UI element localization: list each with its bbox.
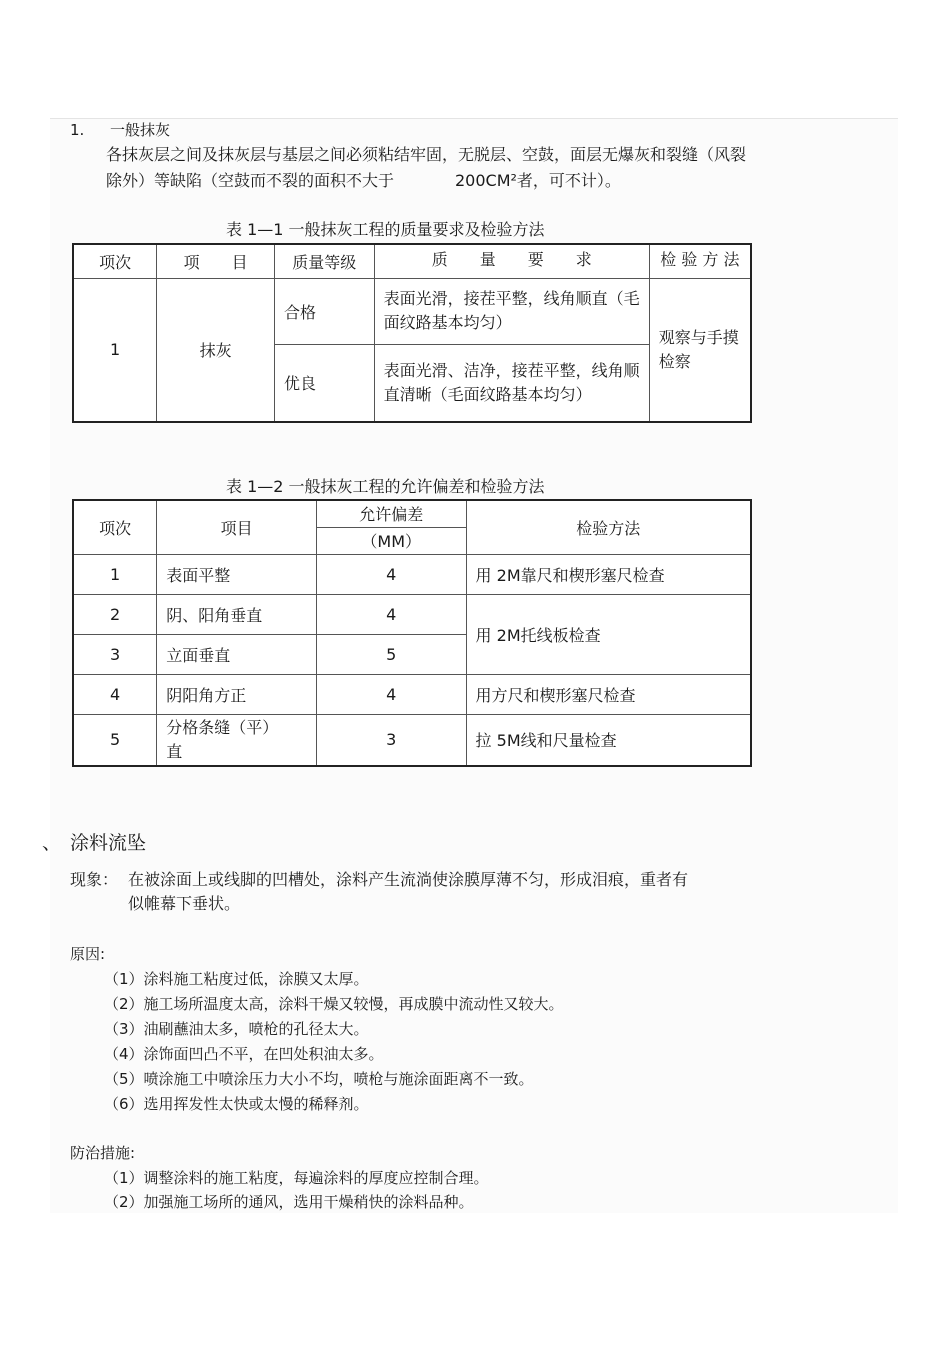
table-cell: 阴、阳角垂直 xyxy=(157,594,317,634)
header-cell: 项次 xyxy=(73,500,157,554)
table-cell: 5 xyxy=(73,714,157,766)
list-item: （1）调整涂料的施工粘度，每遍涂料的厚度应控制合理。 xyxy=(104,1169,489,1187)
table-caption: 表 1—1 一般抹灰工程的质量要求及检验方法 xyxy=(226,220,545,239)
list-item: （2）加强施工场所的通风，选用干燥稍快的涂料品种。 xyxy=(104,1193,474,1211)
list-item: （2）施工场所温度太高，涂料干燥又较慢，再成膜中流动性又较大。 xyxy=(104,995,564,1013)
table-cell: 表面光滑、洁净，接茬平整，线角顺直清晰（毛面纹路基本均匀） xyxy=(374,344,649,422)
section-prefix: 、 xyxy=(42,832,62,854)
quality-requirements-table xyxy=(72,243,752,423)
table-cell: 立面垂直 xyxy=(157,634,317,674)
section-number: 1. xyxy=(70,121,85,139)
table-cell: 用 2M托线板检查 xyxy=(466,594,751,674)
measures-label: 防治措施: xyxy=(70,1144,136,1162)
table-cell: 3 xyxy=(316,714,466,766)
section-title: 涂料流坠 xyxy=(70,832,147,854)
table-cell: 1 xyxy=(73,554,157,594)
table-row xyxy=(73,674,751,714)
table-row xyxy=(73,714,751,766)
paragraph-line: 在被涂面上或线脚的凹槽处，涂料产生流淌使涂膜厚薄不匀，形成泪痕，重者有 xyxy=(128,870,689,889)
tolerance-table xyxy=(72,499,752,767)
table-cell: 4 xyxy=(316,594,466,634)
table-cell: 观察与手摸检察 xyxy=(649,278,751,422)
table-row xyxy=(73,554,751,594)
table-cell: 表面光滑，接茬平整，线角顺直（毛面纹路基本均匀） xyxy=(374,278,649,344)
paragraph-line: 200CM²者，可不计）。 xyxy=(455,171,621,190)
table-cell: 抹灰 xyxy=(157,278,275,422)
phenomenon-label: 现象： xyxy=(70,870,119,889)
table-cell: 3 xyxy=(73,634,157,674)
causes-label: 原因: xyxy=(70,945,106,963)
table-cell: 5 xyxy=(316,634,466,674)
table-cell: 优良 xyxy=(274,344,374,422)
table-cell: 拉 5M线和尺量检查 xyxy=(466,714,751,766)
table-cell: 用方尺和楔形塞尺检查 xyxy=(466,674,751,714)
header-cell: 质 量 要 求 xyxy=(374,244,649,278)
header-cell: 项目 xyxy=(157,500,317,554)
section-title: 一般抹灰 xyxy=(110,121,171,139)
table-row xyxy=(73,594,751,634)
table-cell: 阴阳角方正 xyxy=(157,674,317,714)
table-cell: 4 xyxy=(316,674,466,714)
header-cell: （MM） xyxy=(316,527,466,554)
header-cell: 检验方法 xyxy=(466,500,751,554)
table-cell: 4 xyxy=(316,554,466,594)
paragraph-line: 各抹灰层之间及抹灰层与基层之间必须粘结牢固，无脱层、空鼓，面层无爆灰和裂缝（风裂 xyxy=(106,145,747,164)
table-caption: 表 1—2 一般抹灰工程的允许偏差和检验方法 xyxy=(226,477,545,496)
paragraph-line: 除外）等缺陷（空鼓而不裂的面积不大于 xyxy=(106,171,395,190)
table-cell: 合格 xyxy=(274,278,374,344)
list-item: （6）选用挥发性太快或太慢的稀释剂。 xyxy=(104,1095,369,1113)
table-cell: 1 xyxy=(73,278,157,422)
header-cell: 检 验 方 法 xyxy=(649,244,751,278)
header-cell: 项 目 xyxy=(157,244,275,278)
table-cell: 用 2M靠尺和楔形塞尺检查 xyxy=(466,554,751,594)
table-cell: 4 xyxy=(73,674,157,714)
header-cell: 项次 xyxy=(73,244,157,278)
list-item: （5）喷涂施工中喷涂压力大小不均，喷枪与施涂面距离不一致。 xyxy=(104,1070,534,1088)
list-item: （3）油刷蘸油太多，喷枪的孔径太大。 xyxy=(104,1020,369,1038)
list-item: （1）涂料施工粘度过低，涂膜又太厚。 xyxy=(104,970,369,988)
table-cell: 表面平整 xyxy=(157,554,317,594)
paragraph-line: 似帷幕下垂状。 xyxy=(128,894,241,913)
table-cell: 分格条缝（平）直 xyxy=(157,714,317,766)
list-item: （4）涂饰面凹凸不平，在凹处积油太多。 xyxy=(104,1045,384,1063)
header-cell: 质量等级 xyxy=(274,244,374,278)
table-cell: 2 xyxy=(73,594,157,634)
header-cell: 允许偏差 xyxy=(316,500,466,527)
